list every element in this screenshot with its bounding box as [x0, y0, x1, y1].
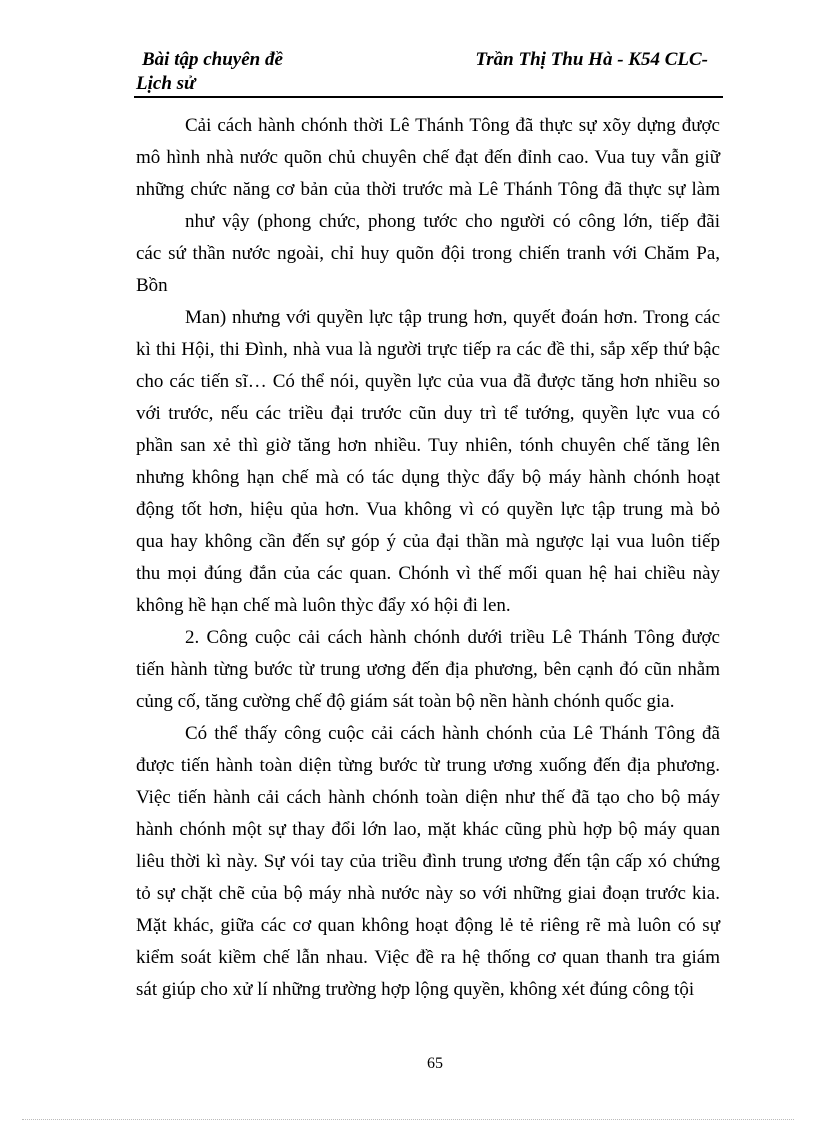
text-line: các sứ thần nước ngoài, chỉ huy quõn đội trong chiến tranh với Chăm Pa,	[136, 243, 720, 264]
text-line: cho các tiến sĩ… Có thể nói, quyền lực của vua đã được tăng hơn nhiều so	[136, 371, 720, 392]
text-line: kiểm soát kiềm chế lẫn nhau. Việc đề ra hệ thống cơ quan thanh tra giám	[136, 947, 720, 968]
text-line: 2. Công cuộc cải cách hành chónh dưới triều Lê Thánh Tông được	[185, 627, 720, 648]
text-line: sát giúp cho xử lí những trường hợp lộng quyền, không xét đúng công tội	[136, 979, 695, 1000]
text-line: kì thi Hội, thi Đình, nhà vua là người trực tiếp ra các đề thi, sắp xếp thứ bậc	[136, 339, 720, 360]
page-bottom-border	[22, 1119, 794, 1120]
header-course-title: Bài tập chuyên đề	[142, 49, 283, 70]
text-line: những chức năng cơ bản của thời trước mà Lê Thánh Tông đã thực sự làm	[136, 179, 720, 200]
text-line: tiến hành từng bước từ trung ương đến địa phương, bên cạnh đó cũn nhằm	[136, 659, 720, 680]
text-line: Bồn	[136, 275, 168, 296]
text-line: được tiến hành toàn diện từng bước từ trung ương xuống đến địa phương.	[136, 755, 720, 776]
text-line: Man) nhưng với quyền lực tập trung hơn, quyết đoán hơn. Trong các	[185, 307, 720, 328]
header-author: Trần Thị Thu Hà - K54 CLC-	[475, 49, 708, 70]
text-line: Có thể thấy công cuộc cải cách hành chónh của Lê Thánh Tông đã	[185, 723, 720, 744]
text-line: thu mọi đúng đắn của các quan. Chónh vì thế mối quan hệ hai chiều này	[136, 563, 720, 584]
text-line: như vậy (phong chức, phong tước cho người có công lớn, tiếp đãi	[185, 211, 720, 232]
text-line: liêu thời kì này. Sự vói tay của triều đình trung ương đến tận cấp xó chứng	[136, 851, 720, 872]
header-divider	[134, 96, 723, 98]
text-line: Việc tiến hành cải cách hành chónh toàn diện như thế đã tạo cho bộ máy	[136, 787, 720, 808]
text-line: Cải cách hành chónh thời Lê Thánh Tông đã thực sự xõy dựng được	[185, 115, 720, 136]
text-line: với trước, nếu các triều đại trước cũn duy trì tể tướng, quyền lực vua có	[136, 403, 720, 424]
text-line: củng cố, tăng cường chế độ giám sát toàn bộ nền hành chónh quốc gia.	[136, 691, 675, 712]
document-body	[136, 110, 720, 1006]
text-line: hành chónh một sự thay đổi lớn lao, mặt khác cũng phù hợp bộ máy quan	[136, 819, 720, 840]
text-line: nhưng không hạn chế mà có tác dụng thỳc đẩy bộ máy hành chónh hoạt	[136, 467, 720, 488]
text-line: mô hình nhà nước quõn chủ chuyên chế đạt đến đỉnh cao. Vua tuy vẫn giữ	[136, 147, 720, 168]
text-line: tỏ sự chặt chẽ của bộ máy nhà nước này so với những giai đoạn trước kia.	[136, 883, 720, 904]
text-line: qua hay không cần đến sự góp ý của đại thần mà ngược lại vua luôn tiếp	[136, 531, 720, 552]
text-line: Mặt khác, giữa các cơ quan không hoạt động lẻ tẻ riêng rẽ mà luôn có sự	[136, 915, 720, 936]
text-line: phần san xẻ thì giờ tăng hơn nhiều. Tuy nhiên, tónh chuyên chế tăng lên	[136, 435, 720, 456]
page-number: 65	[427, 1055, 443, 1072]
header-course-subject: Lịch sử	[136, 73, 196, 94]
page-header	[136, 48, 722, 98]
text-line: không hề hạn chế mà luôn thỳc đẩy xó hội đi len.	[136, 595, 511, 616]
text-line: động tốt hơn, hiệu qủa hơn. Vua không vì có quyền lực tập trung mà bỏ	[136, 499, 720, 520]
